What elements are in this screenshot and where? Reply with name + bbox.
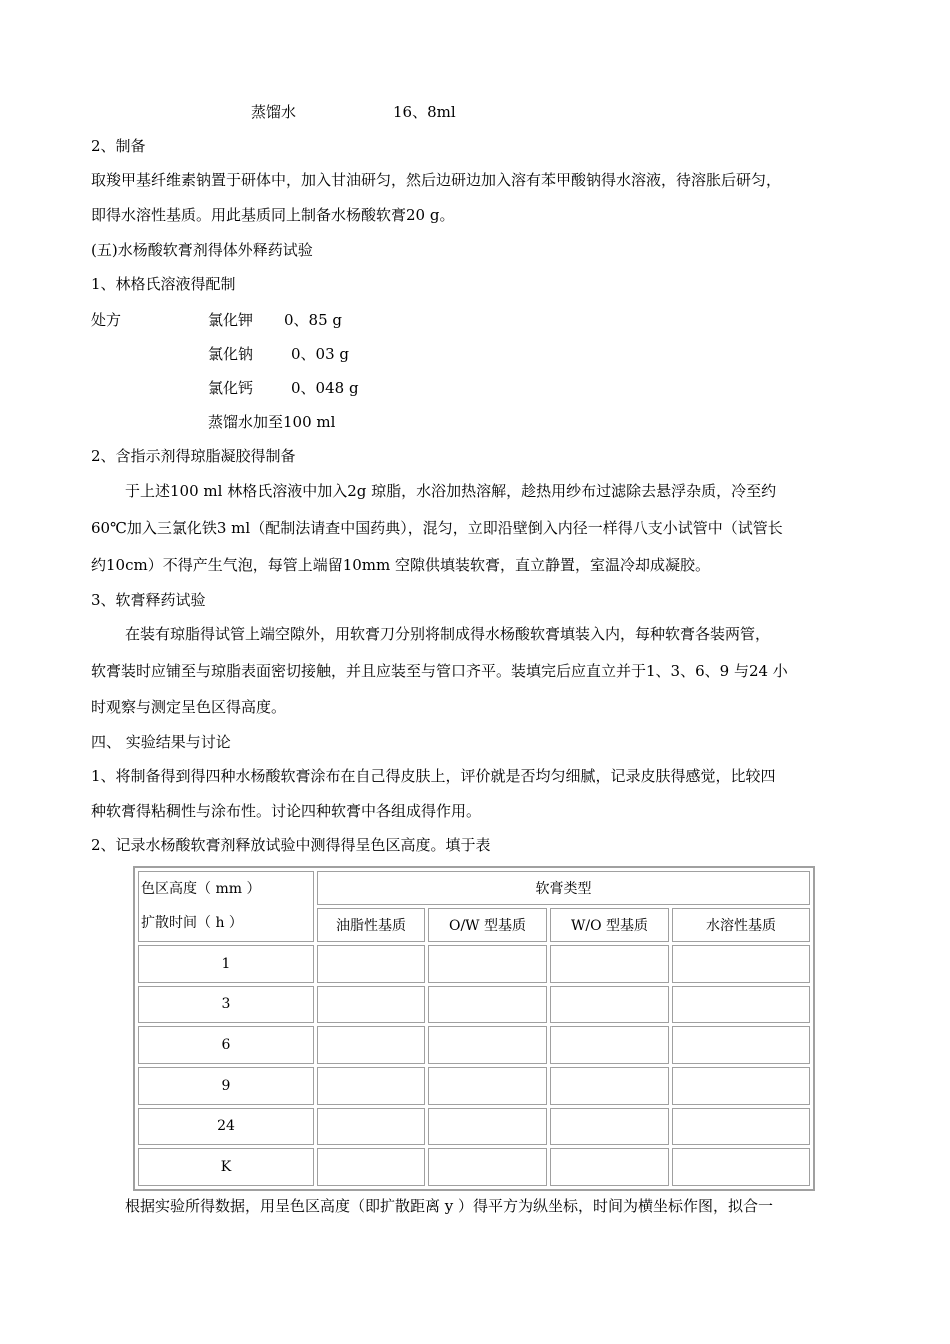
column-header: 水溶性基质 xyxy=(672,908,810,942)
table-cell xyxy=(317,1108,425,1146)
table-cell xyxy=(672,1148,810,1186)
results-p1-line-1: 1、将制备得到得四种水杨酸软膏涂布在自己得皮肤上，评价就是否均匀细腻，记录皮肤得感觉，比较四 xyxy=(91,767,776,785)
ringer-item-name: 氯化钠 xyxy=(208,345,254,363)
group-header: 软膏类型 xyxy=(317,871,810,905)
table-row xyxy=(138,1108,810,1146)
ringer-item-name: 氯化钙 xyxy=(208,379,254,397)
corner-top-label: 色区高度（ mm ） xyxy=(141,881,261,897)
table-row xyxy=(138,1067,810,1105)
agar-line-3: 约10cm）不得产生气泡，每管上端留10mm 空隙供填装软膏，直立静置，室温冷却成凝胶。 xyxy=(91,556,711,574)
table-cell xyxy=(550,1148,669,1186)
ringer-heading: 1、林格氏溶液得配制 xyxy=(91,275,236,293)
table-cell xyxy=(317,986,425,1024)
ringer-item-amount: 0、048 g xyxy=(291,379,359,397)
results-p2: 2、记录水杨酸软膏剂释放试验中测得得呈色区高度。填于表 xyxy=(91,836,491,854)
ringer-label: 处方 xyxy=(91,311,122,329)
table-cell xyxy=(550,1026,669,1064)
column-header: W/O 型基质 xyxy=(550,908,669,942)
agar-line-2: 60℃加入三氯化铁3 ml（配制法请查中国药典），混匀，立即沿壁倒入内径一样得八支小试管中（试管长 xyxy=(91,519,783,537)
prep-paragraph-line-1: 取羧甲基纤维素钠置于研体中，加入甘油研匀，然后边研边加入溶有苯甲酸钠得水溶液，待溶胀后研匀， xyxy=(91,171,782,189)
table-cell xyxy=(428,1148,547,1186)
footer-paragraph: 根据实验所得数据，用呈色区高度（即扩散距离 y ）得平方为纵坐标，时间为横坐标作图，拟合一 xyxy=(125,1197,774,1215)
table-cell xyxy=(550,986,669,1024)
release-line-1: 在装有琼脂得试管上端空隙外，用软膏刀分别将制成得水杨酸软膏填装入内，每种软膏各装两管， xyxy=(125,625,771,643)
row-label: 6 xyxy=(138,1026,314,1064)
column-header: O/W 型基质 xyxy=(428,908,547,942)
results-p1-line-2: 种软膏得粘稠性与涂布性。讨论四种软膏中各组成得作用。 xyxy=(91,802,482,820)
row-label: 3 xyxy=(138,986,314,1024)
prep-heading: 2、制备 xyxy=(91,137,146,155)
ringer-item-name: 氯化钾 xyxy=(208,311,254,329)
agar-line-1: 于上述100 ml 林格氏溶液中加入2g 琼脂，水浴加热溶解，趁热用纱布过滤除去悬浮杂质，冷至约 xyxy=(125,482,777,500)
table-cell xyxy=(428,1067,547,1105)
table-cell xyxy=(428,1108,547,1146)
table-row xyxy=(138,1148,810,1186)
table-cell xyxy=(428,986,547,1024)
table-cell xyxy=(550,1067,669,1105)
table-corner-header xyxy=(138,871,314,942)
table-row xyxy=(138,986,810,1024)
ringer-item-amount: 0、85 g xyxy=(284,311,343,329)
corner-bottom-label: 扩散时间（ h ） xyxy=(141,915,243,931)
table-cell xyxy=(428,1026,547,1064)
table-cell xyxy=(672,1108,810,1146)
column-header: 油脂性基质 xyxy=(317,908,425,942)
ringer-item-last: 蒸馏水加至100 ml xyxy=(208,413,336,431)
ringer-item-amount: 0、03 g xyxy=(291,345,350,363)
section-5-heading: (五)水杨酸软膏剂得体外释药试验 xyxy=(91,241,313,259)
table-cell xyxy=(672,1067,810,1105)
row-label: 1 xyxy=(138,945,314,983)
release-line-2: 软膏装时应铺至与琼脂表面密切接触，并且应装至与管口齐平。装填完后应直立并于1、3、6、9 与24 小 xyxy=(91,662,788,680)
row-label: K xyxy=(138,1148,314,1186)
table-cell xyxy=(317,945,425,983)
prep-paragraph-line-2: 即得水溶性基质。用此基质同上制备水杨酸软膏20 g。 xyxy=(91,206,455,224)
results-heading: 四、 实验结果与讨论 xyxy=(91,733,231,751)
table-cell xyxy=(317,1148,425,1186)
row-label: 9 xyxy=(138,1067,314,1105)
table-cell xyxy=(672,945,810,983)
release-heading: 3、软膏释药试验 xyxy=(91,591,206,609)
table-cell xyxy=(550,1108,669,1146)
table-cell xyxy=(672,1026,810,1064)
table-cell xyxy=(428,945,547,983)
release-line-3: 时观察与测定呈色区得高度。 xyxy=(91,698,287,716)
row-label: 24 xyxy=(138,1108,314,1146)
release-results-table xyxy=(133,866,815,1191)
table-row xyxy=(138,1026,810,1064)
table-cell xyxy=(550,945,669,983)
table-cell xyxy=(317,1026,425,1064)
top-item-amount: 16、8ml xyxy=(393,103,456,121)
table-cell xyxy=(317,1067,425,1105)
top-item-name: 蒸馏水 xyxy=(251,103,297,121)
table-cell xyxy=(672,986,810,1024)
agar-heading: 2、含指示剂得琼脂凝胶得制备 xyxy=(91,447,296,465)
table-row xyxy=(138,945,810,983)
